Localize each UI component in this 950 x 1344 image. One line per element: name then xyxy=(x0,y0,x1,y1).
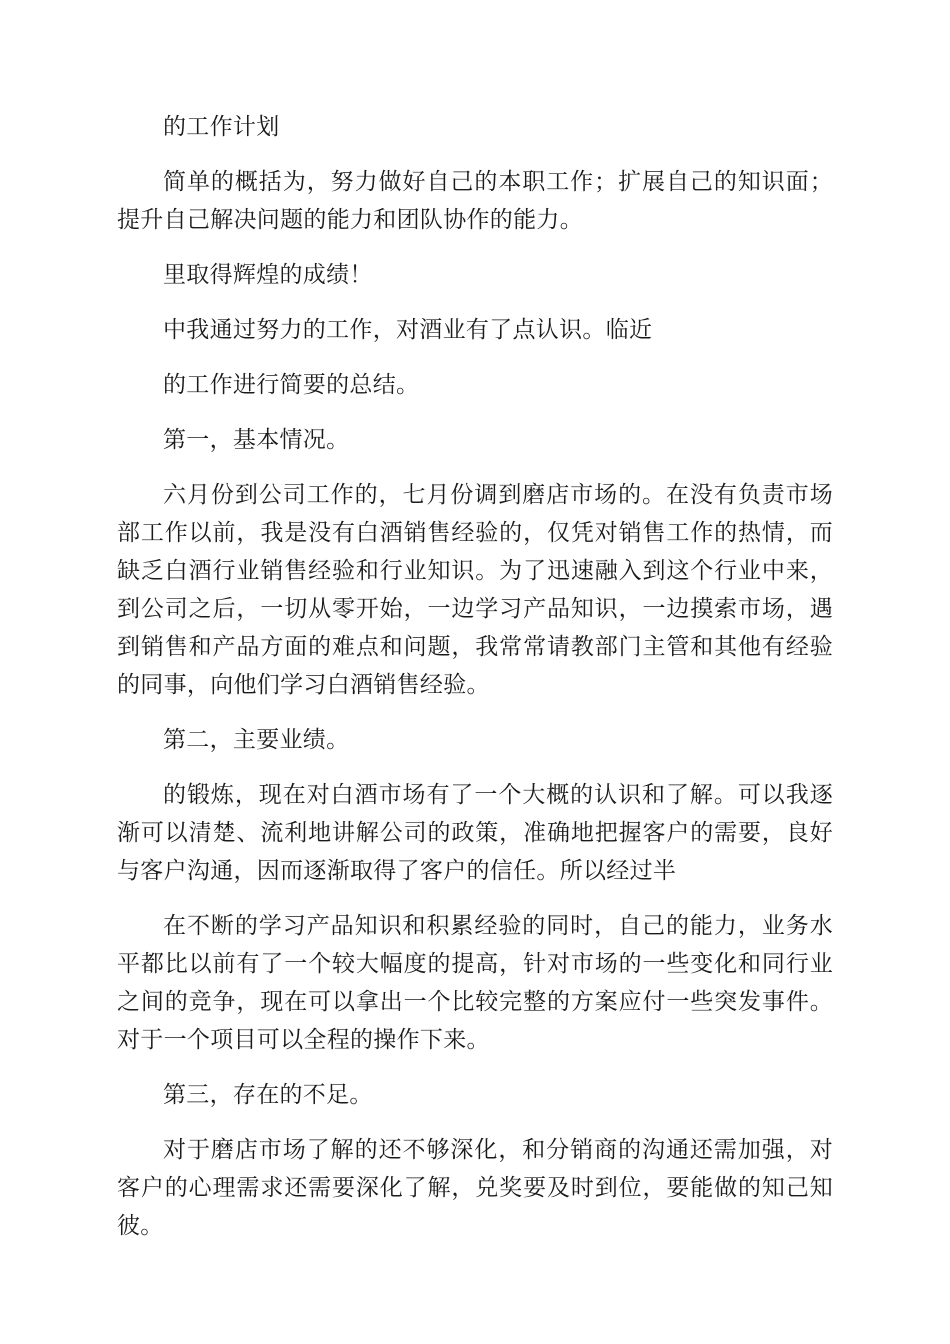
document-body xyxy=(117,108,833,1262)
heading-shortcomings: 第三，存在的不足。 xyxy=(163,1082,373,1108)
paragraph-intro: 中我通过努力的工作，对酒业有了点认识。临近 xyxy=(163,317,653,343)
heading-main-performance: 第二，主要业绩。 xyxy=(163,727,350,753)
paragraph-brief-summary: 的工作进行简要的总结。 xyxy=(163,372,420,398)
paragraph-training: 的锻炼，现在对白酒市场有了一个大概的认识和了解。可以我逐渐可以清楚、流利地讲解公司的政策，准确地把握客户的需要，良好与客户沟通，因而逐渐取得了客户的信任。所以经过半 xyxy=(117,782,833,884)
paragraph-work-plan: 的工作计划 xyxy=(163,114,280,140)
paragraph-achievement: 里取得辉煌的成绩！ xyxy=(163,262,373,288)
paragraph-basic-situation: 六月份到公司工作的，七月份调到磨店市场的。在没有负责市场部工作以前，我是没有白酒销售经验的，仅凭对销售工作的热情，而缺乏白酒行业销售经验和行业知识。为了迅速融入到这个行业中来，到公司之后，一切从零开始，一边学习产品知识，一边摸索市场，遇到销售和产品方面的难点和问题，我常常请教部门主管和其他有经验的同事，向他们学习白酒销售经验。 xyxy=(117,482,833,698)
paragraph-summary: 简单的概括为，努力做好自己的本职工作；扩展自己的知识面；提升自己解决问题的能力和团队协作的能力。 xyxy=(117,169,833,233)
paragraph-shortcomings: 对于磨店市场了解的还不够深化，和分销商的沟通还需加强，对客户的心理需求还需要深化了解，兑奖要及时到位，要能做的知己知彼。 xyxy=(117,1137,833,1239)
heading-basic-situation: 第一，基本情况。 xyxy=(163,427,350,453)
paragraph-improvement: 在不断的学习产品知识和积累经验的同时，自己的能力，业务水平都比以前有了一个较大幅度的提高，针对市场的一些变化和同行业之间的竞争，现在可以拿出一个比较完整的方案应付一些突发事件。对于一个项目可以全程的操作下来。 xyxy=(117,913,833,1053)
